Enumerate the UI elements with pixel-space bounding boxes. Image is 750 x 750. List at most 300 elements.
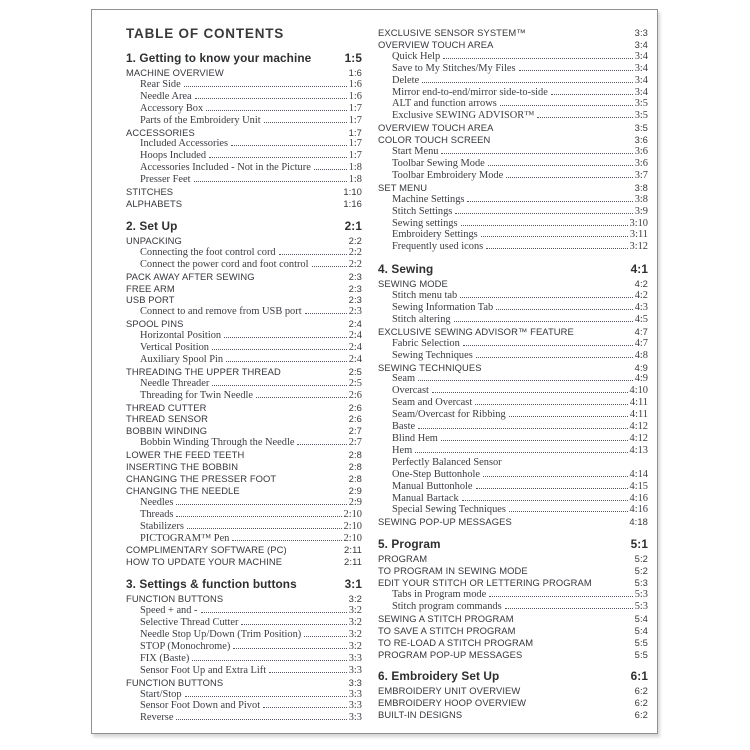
toc-entry-label: Connect the power cord and foot control xyxy=(140,258,309,270)
dot-leader xyxy=(475,404,628,405)
toc-entry xyxy=(126,425,362,437)
toc-entry-page: 2:2 xyxy=(348,246,362,258)
toc-entry-label: Selective Thread Cutter xyxy=(140,617,239,629)
toc-entry-label: USB PORT xyxy=(126,294,175,306)
toc-column-left xyxy=(126,20,362,727)
dot-leader xyxy=(500,105,633,106)
toc-entry-label: Needle Area xyxy=(140,90,192,102)
toc-entry xyxy=(378,338,648,350)
toc-entry xyxy=(378,577,648,589)
toc-section xyxy=(126,52,362,210)
dot-leader xyxy=(184,86,347,87)
toc-entry xyxy=(378,397,648,409)
toc-entry-label: Manual Buttonhole xyxy=(392,480,473,492)
toc-entry-page: 4:7 xyxy=(634,325,648,337)
toc-entry xyxy=(378,350,648,362)
toc-entry-page: 3:3 xyxy=(348,664,362,676)
toc-entry-label: Bobbin Winding Through the Needle xyxy=(140,437,295,449)
toc-entry-page: 2:3 xyxy=(348,306,362,318)
toc-entry-label: Manual Bartack xyxy=(392,492,459,504)
toc-entry-page: 4:5 xyxy=(634,313,648,325)
toc-entry xyxy=(126,402,362,414)
toc-entry-label: Exclusive SEWING ADVISOR™ xyxy=(392,110,535,122)
toc-entry-label: PACK AWAY AFTER SEWING xyxy=(126,270,255,282)
toc-entry-label: Vertical Position xyxy=(140,342,209,354)
toc-section-header xyxy=(378,670,648,683)
toc-entry xyxy=(378,685,648,697)
toc-entry-page: 4:15 xyxy=(629,480,648,492)
toc-entry xyxy=(126,366,362,378)
toc-entry-page: 4:2 xyxy=(634,278,648,290)
toc-entry-label: TO SAVE A STITCH PROGRAM xyxy=(378,624,516,636)
dot-leader xyxy=(304,636,346,637)
toc-section xyxy=(378,670,648,721)
toc-entry xyxy=(126,294,362,306)
toc-entry-label: Stitch altering xyxy=(392,313,451,325)
toc-entry xyxy=(378,589,648,601)
toc-entry-page: 3:11 xyxy=(629,229,648,241)
toc-entry xyxy=(126,390,362,402)
toc-entry xyxy=(378,134,648,146)
toc-section xyxy=(378,27,648,253)
toc-section-header xyxy=(126,52,362,65)
toc-section-header xyxy=(378,263,648,276)
toc-entry xyxy=(126,354,362,366)
toc-entry-label: BOBBIN WINDING xyxy=(126,425,208,437)
toc-entry-label: INSERTING THE BOBBIN xyxy=(126,461,239,473)
toc-entry-label: Baste xyxy=(392,421,416,433)
toc-entry-page: 2:8 xyxy=(348,473,362,484)
dot-leader xyxy=(176,504,346,505)
toc-entry xyxy=(126,449,362,461)
toc-section-title: 4. Sewing xyxy=(378,262,434,277)
toc-entry-label: COLOR TOUCH SCREEN xyxy=(378,134,491,146)
toc-entry-page: 2:2 xyxy=(348,234,362,246)
dot-leader xyxy=(415,452,627,453)
dot-leader xyxy=(506,177,632,178)
toc-entry xyxy=(126,283,362,295)
toc-entry-page: 1:6 xyxy=(348,90,362,102)
toc-entry xyxy=(126,127,362,139)
toc-section xyxy=(378,263,648,528)
toc-entry-label: FIX (Baste) xyxy=(140,652,190,664)
toc-entry-label: OVERVIEW TOUCH AREA xyxy=(378,122,494,134)
toc-entry-label: PROGRAM POP-UP MESSAGES xyxy=(378,648,523,660)
toc-entry-label: Sensor Foot Down and Pivot xyxy=(140,700,261,712)
dot-leader xyxy=(496,309,632,310)
toc-entry-label: EXCLUSIVE SENSOR SYSTEM™ xyxy=(378,27,526,38)
dot-leader xyxy=(476,488,628,489)
toc-entry-page: 3:4 xyxy=(634,74,648,86)
toc-section-title: 5. Program xyxy=(378,537,441,552)
toc-entry-page: 4:8 xyxy=(634,349,648,361)
toc-entry-label: Threading for Twin Needle xyxy=(140,389,254,401)
toc-entry xyxy=(126,605,362,617)
toc-entry-label: PICTOGRAM™ Pen xyxy=(140,532,230,544)
toc-section-header xyxy=(126,578,362,591)
toc-entry-page: 3:2 xyxy=(348,640,362,652)
toc-section-page: 2:1 xyxy=(344,218,362,233)
toc-entry-page: 2:6 xyxy=(348,413,362,425)
dot-leader xyxy=(455,213,632,214)
toc-entry-page: 5:2 xyxy=(634,553,648,565)
dot-leader xyxy=(231,145,347,146)
toc-entry xyxy=(378,278,648,290)
toc-entry-label: Accessories Included - Not in the Picture xyxy=(140,162,311,174)
toc-entry-page: 2:3 xyxy=(348,270,362,282)
toc-entry-page: 5:5 xyxy=(634,648,648,660)
dot-leader xyxy=(195,98,347,99)
dot-leader xyxy=(418,428,627,429)
toc-entry-label: Reverse xyxy=(140,712,174,724)
toc-entry xyxy=(126,521,362,533)
toc-entry-label: Connecting the foot control cord xyxy=(140,246,276,258)
toc-entry-page: 3:7 xyxy=(634,169,648,181)
dot-leader xyxy=(537,117,632,118)
toc-entry xyxy=(126,617,362,629)
toc-section-header xyxy=(378,538,648,551)
toc-entry xyxy=(126,712,362,724)
toc-entry-label: Special Sewing Techniques xyxy=(392,504,506,516)
dot-leader xyxy=(505,608,633,609)
toc-entry-page: 1:7 xyxy=(348,114,362,126)
toc-entry-label: Tabs in Program mode xyxy=(392,588,487,600)
toc-entry-label: Frequently used icons xyxy=(392,241,484,253)
toc-entry-label: Stitch menu tab xyxy=(392,290,458,302)
toc-entry-label: Sewing Techniques xyxy=(392,349,473,361)
dot-leader xyxy=(551,94,633,95)
toc-entry-page: 6:2 xyxy=(634,685,648,697)
dot-leader xyxy=(481,236,628,237)
toc-entry-label: COMPLIMENTARY SOFTWARE (PC) xyxy=(126,544,287,556)
toc-entry xyxy=(378,601,648,613)
toc-entry-page: 2:10 xyxy=(343,508,362,520)
toc-entry xyxy=(378,39,648,51)
toc-entry xyxy=(378,481,648,493)
toc-entry-label: Hem xyxy=(392,444,413,456)
toc-entry-label: Sewing Information Tab xyxy=(392,302,494,314)
toc-entry-page: 3:5 xyxy=(634,98,648,110)
toc-entry-label: Sensor Foot Up and Extra Lift xyxy=(140,664,267,676)
toc-entry xyxy=(378,504,648,516)
toc-entry-page: 5:4 xyxy=(634,612,648,624)
toc-entry xyxy=(126,247,362,259)
toc-entry xyxy=(378,457,648,469)
toc-entry-label: Overcast xyxy=(392,385,429,397)
dot-leader xyxy=(185,696,347,697)
toc-entry xyxy=(126,533,362,545)
toc-entry-label: Start/Stop xyxy=(140,688,182,700)
dot-leader xyxy=(212,385,346,386)
toc-entry-label: ALT and function arrows xyxy=(392,98,497,110)
toc-entry-page: 1:8 xyxy=(348,174,362,186)
toc-entry xyxy=(126,150,362,162)
toc-entry-label: EMBROIDERY UNIT OVERVIEW xyxy=(378,685,521,697)
toc-entry xyxy=(126,544,362,556)
toc-entry-page: 4:16 xyxy=(629,504,648,516)
toc-entry xyxy=(378,697,648,709)
toc-entry-label: SEWING MODE xyxy=(378,278,448,290)
toc-entry-label: SEWING TECHNIQUES xyxy=(378,361,482,373)
toc-entry-label: Threads xyxy=(140,508,174,520)
toc-entry xyxy=(126,79,362,91)
toc-entry-label: THREAD SENSOR xyxy=(126,413,209,425)
toc-entry-page: 3:10 xyxy=(629,217,648,229)
toc-entry-label: Sewing settings xyxy=(392,217,458,229)
toc-entry-label: Stabilizers xyxy=(140,520,184,532)
toc-page xyxy=(91,9,658,734)
toc-entry xyxy=(378,290,648,302)
toc-entry-page: 2:7 xyxy=(348,437,362,449)
dot-leader xyxy=(305,313,347,314)
toc-entry-label: Horizontal Position xyxy=(140,330,222,342)
toc-entry xyxy=(378,709,648,721)
dot-leader xyxy=(232,540,341,541)
toc-entry-page: 5:5 xyxy=(634,636,648,648)
dot-leader xyxy=(422,82,633,83)
toc-entry-label: THREAD CUTTER xyxy=(126,401,207,413)
toc-entry xyxy=(378,613,648,625)
toc-entry-label: Needle Stop Up/Down (Trim Position) xyxy=(140,628,302,640)
toc-entry-label: Accessory Box xyxy=(140,102,204,114)
toc-entry-page: 3:4 xyxy=(634,38,648,50)
toc-entry xyxy=(378,27,648,39)
toc-entry xyxy=(126,665,362,677)
toc-entry-label: Quick Help xyxy=(392,50,441,62)
toc-entry-page: 3:6 xyxy=(634,157,648,169)
toc-section-header xyxy=(126,220,362,233)
toc-entry-label: Toolbar Sewing Mode xyxy=(392,157,485,169)
toc-entry-label: Start Menu xyxy=(392,146,439,158)
toc-entry-page: 2:4 xyxy=(348,330,362,342)
toc-section xyxy=(378,538,648,660)
toc-entry xyxy=(378,445,648,457)
toc-entry-page: 1:6 xyxy=(348,67,362,78)
toc-entry-label: Presser Feet xyxy=(140,174,191,186)
dot-leader xyxy=(454,321,633,322)
dot-leader xyxy=(194,181,347,182)
toc-entry xyxy=(126,306,362,318)
toc-entry-label: Speed + and - xyxy=(140,605,198,617)
toc-entry-page: 2:10 xyxy=(343,520,362,532)
dot-leader xyxy=(476,357,633,358)
toc-entry xyxy=(126,653,362,665)
toc-entry-page: 5:2 xyxy=(634,565,648,577)
toc-entry-page: 2:11 xyxy=(344,544,362,556)
toc-entry xyxy=(126,378,362,390)
toc-entry xyxy=(378,516,648,528)
toc-entry-page: 2:8 xyxy=(348,461,362,473)
toc-entry xyxy=(126,235,362,247)
toc-entry-label: Parts of the Embroidery Unit xyxy=(140,114,261,126)
toc-entry-label: Toolbar Embroidery Mode xyxy=(392,169,504,181)
toc-entry xyxy=(126,198,362,210)
toc-entry-label: PROGRAM xyxy=(378,553,428,565)
dot-leader xyxy=(460,297,632,298)
toc-entry-label: SPOOL PINS xyxy=(126,318,184,330)
toc-entry xyxy=(378,565,648,577)
toc-entry xyxy=(126,437,362,449)
toc-section-page: 5:1 xyxy=(630,537,648,552)
toc-entry-page: 3:4 xyxy=(634,86,648,98)
dot-leader xyxy=(467,201,632,202)
toc-entry xyxy=(378,98,648,110)
toc-entry xyxy=(126,556,362,568)
toc-entry-page: 3:5 xyxy=(634,122,648,134)
toc-entry-page: 2:7 xyxy=(348,425,362,437)
toc-entry-label: ACCESSORIES xyxy=(126,126,195,138)
dot-leader xyxy=(187,528,342,529)
dot-leader xyxy=(314,169,347,170)
dot-leader xyxy=(486,248,627,249)
toc-entry xyxy=(126,473,362,485)
dot-leader xyxy=(176,719,346,720)
toc-entry xyxy=(378,362,648,374)
toc-entry-page: 4:10 xyxy=(629,385,648,397)
toc-entry-page: 3:4 xyxy=(634,62,648,74)
toc-section xyxy=(126,220,362,568)
toc-entry xyxy=(126,162,362,174)
toc-entry-page: 3:3 xyxy=(348,676,362,688)
toc-entry-label: Needle Threader xyxy=(140,377,210,389)
toc-entry-page: 5:3 xyxy=(634,600,648,612)
toc-entry-page: 2:5 xyxy=(348,365,362,377)
toc-entry-page: 4:18 xyxy=(629,516,648,528)
dot-leader xyxy=(461,225,628,226)
toc-entry xyxy=(378,625,648,637)
toc-entry xyxy=(378,469,648,481)
toc-entry xyxy=(126,689,362,701)
toc-entry-label: Embroidery Settings xyxy=(392,229,478,241)
toc-entry-label: THREADING THE UPPER THREAD xyxy=(126,365,281,377)
toc-entry-label: Seam xyxy=(392,373,416,385)
toc-entry-page: 3:2 xyxy=(348,617,362,629)
toc-entry-label: TO RE-LOAD A STITCH PROGRAM xyxy=(378,636,534,648)
toc-entry-label: Save to My Stitches/My Files xyxy=(392,62,516,74)
toc-entry-page: 2:8 xyxy=(348,449,362,461)
toc-entry xyxy=(378,87,648,99)
toc-entry xyxy=(378,110,648,122)
toc-entry xyxy=(378,421,648,433)
toc-entry-label: Fabric Selection xyxy=(392,337,460,349)
toc-entry xyxy=(378,146,648,158)
toc-entry xyxy=(126,700,362,712)
toc-entry-page: 2:3 xyxy=(348,282,362,294)
dot-leader xyxy=(509,416,628,417)
dot-leader xyxy=(441,440,628,441)
toc-entry-label: HOW TO UPDATE YOUR MACHINE xyxy=(126,556,283,568)
toc-entry xyxy=(126,593,362,605)
toc-entry xyxy=(126,509,362,521)
toc-entry-label: Blind Hem xyxy=(392,433,438,444)
toc-entry-page: 5:3 xyxy=(634,588,648,600)
toc-entry-page: 2:11 xyxy=(344,556,362,568)
toc-entry-page: 3:2 xyxy=(348,628,362,640)
toc-entry-label: STITCHES xyxy=(126,186,174,198)
toc-entry-label: SEWING POP-UP MESSAGES xyxy=(378,516,512,528)
dot-leader xyxy=(241,624,346,625)
toc-entry xyxy=(378,314,648,326)
toc-entry-page: 3:3 xyxy=(348,700,362,712)
toc-entry xyxy=(378,373,648,385)
toc-entry xyxy=(378,122,648,134)
toc-entry xyxy=(126,413,362,425)
toc-entry xyxy=(126,174,362,186)
toc-entry xyxy=(378,302,648,314)
toc-entry-label: UNPACKING xyxy=(126,234,182,246)
toc-entry xyxy=(126,497,362,509)
toc-entry xyxy=(126,318,362,330)
dot-leader xyxy=(418,380,633,381)
toc-entry-label: Stitch program commands xyxy=(392,600,502,612)
toc-entry-page: 3:4 xyxy=(634,50,648,62)
toc-entry-label: Hoops Included xyxy=(140,150,207,162)
toc-entry-page: 6:2 xyxy=(634,709,648,721)
toc-section xyxy=(126,578,362,724)
toc-entry-page: 4:9 xyxy=(634,361,648,373)
dot-leader xyxy=(192,660,346,661)
toc-entry xyxy=(378,326,648,338)
toc-entry-page: 4:14 xyxy=(629,468,648,480)
toc-entry-page: 1:7 xyxy=(348,126,362,138)
toc-entry-label: STOP (Monochrome) xyxy=(140,640,231,652)
dot-leader xyxy=(509,511,628,512)
toc-section-title: 3. Settings & function buttons xyxy=(126,577,297,592)
toc-entry-page: 1:6 xyxy=(348,78,362,90)
toc-entry-page: 1:7 xyxy=(348,138,362,150)
toc-entry xyxy=(126,629,362,641)
toc-section-page: 4:1 xyxy=(630,262,648,277)
toc-entry-page: 2:10 xyxy=(343,532,362,544)
toc-entry-page: 1:7 xyxy=(348,150,362,162)
dot-leader xyxy=(269,672,347,673)
toc-entry-label: Seam and Overcast xyxy=(392,397,473,409)
toc-entry-label: Mirror end-to-end/mirror side-to-side xyxy=(392,86,548,98)
toc-entry xyxy=(126,677,362,689)
toc-entry-label: FUNCTION BUTTONS xyxy=(126,676,224,688)
dot-leader xyxy=(226,361,347,362)
toc-entry xyxy=(378,649,648,661)
toc-entry-page: 3:12 xyxy=(629,241,648,253)
toc-entry xyxy=(378,51,648,63)
toc-section-title: 2. Set Up xyxy=(126,218,178,233)
toc-entry xyxy=(378,170,648,182)
toc-entry xyxy=(378,206,648,218)
toc-entry-label: OVERVIEW TOUCH AREA xyxy=(378,38,494,50)
toc-entry-page: 2:6 xyxy=(348,389,362,401)
toc-entry xyxy=(378,637,648,649)
dot-leader xyxy=(256,397,347,398)
toc-entry xyxy=(126,330,362,342)
toc-entry xyxy=(126,259,362,271)
dot-leader xyxy=(264,122,347,123)
toc-entry xyxy=(378,433,648,445)
toc-entry-label: Machine Settings xyxy=(392,193,465,205)
toc-entry-page: 3:8 xyxy=(634,181,648,193)
dot-leader xyxy=(441,153,632,154)
toc-section-title: 6. Embroidery Set Up xyxy=(378,669,500,684)
toc-entry-label: ALPHABETS xyxy=(126,197,183,209)
toc-entry xyxy=(126,461,362,473)
toc-entry-label: TO PROGRAM IN SEWING MODE xyxy=(378,565,528,577)
toc-entry xyxy=(126,485,362,497)
toc-entry xyxy=(378,194,648,206)
toc-entry-label: SET MENU xyxy=(378,181,428,193)
toc-entry-page: 6:2 xyxy=(634,697,648,709)
toc-entry xyxy=(378,218,648,230)
toc-entry-label: Stitch Settings xyxy=(392,205,453,217)
dot-leader xyxy=(432,392,628,393)
